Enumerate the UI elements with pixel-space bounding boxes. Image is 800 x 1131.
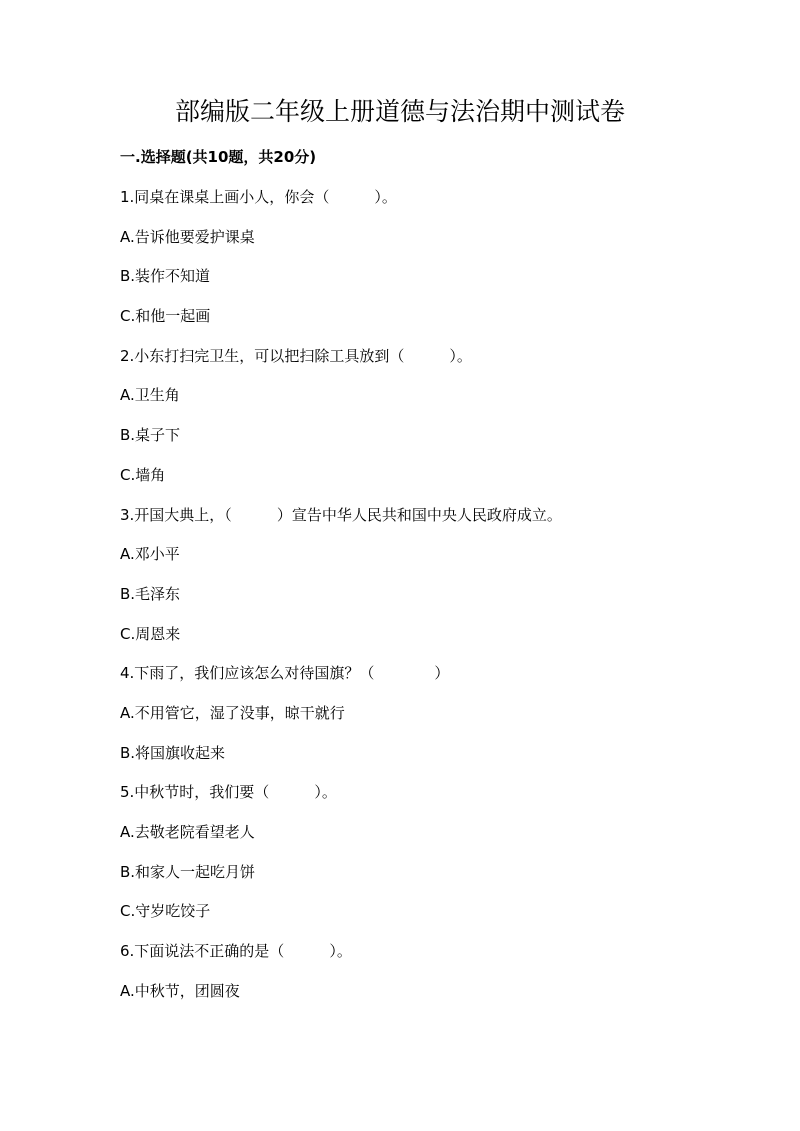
question-stem: 2.小东打扫完卫生，可以把扫除工具放到（ ）。 <box>120 347 472 365</box>
option-c: C.墙角 <box>120 466 166 484</box>
option-a: A.告诉他要爱护课桌 <box>120 228 255 246</box>
question-stem: 5.中秋节时，我们要（ ）。 <box>120 783 337 801</box>
option-b: B.桌子下 <box>120 426 181 444</box>
question-stem: 3.开国大典上，（ ）宣告中华人民共和国中央人民政府成立。 <box>120 506 562 524</box>
option-c: C.周恩来 <box>120 625 181 643</box>
option-a: A.中秋节，团圆夜 <box>120 982 240 1000</box>
page-title: 部编版二年级上册道德与法治期中测试卷 <box>174 97 625 126</box>
question-stem: 1.同桌在课桌上画小人，你会（ ）。 <box>120 188 397 206</box>
option-b: B.毛泽东 <box>120 585 181 603</box>
option-a: A.不用管它，湿了没事，晾干就行 <box>120 704 345 722</box>
option-a: A.卫生角 <box>120 386 180 404</box>
option-b: B.将国旗收起来 <box>120 744 226 762</box>
option-a: A.去敬老院看望老人 <box>120 823 255 841</box>
option-c: C.守岁吃饺子 <box>120 902 211 920</box>
question-stem: 6.下面说法不正确的是（ ）。 <box>120 942 352 960</box>
section-heading: 一.选择题(共10题，共20分) <box>120 148 317 166</box>
option-b: B.装作不知道 <box>120 267 211 285</box>
option-c: C.和他一起画 <box>120 307 211 325</box>
option-b: B.和家人一起吃月饼 <box>120 863 256 881</box>
question-stem: 4.下雨了，我们应该怎么对待国旗？（ ） <box>120 664 450 682</box>
option-a: A.邓小平 <box>120 545 180 563</box>
